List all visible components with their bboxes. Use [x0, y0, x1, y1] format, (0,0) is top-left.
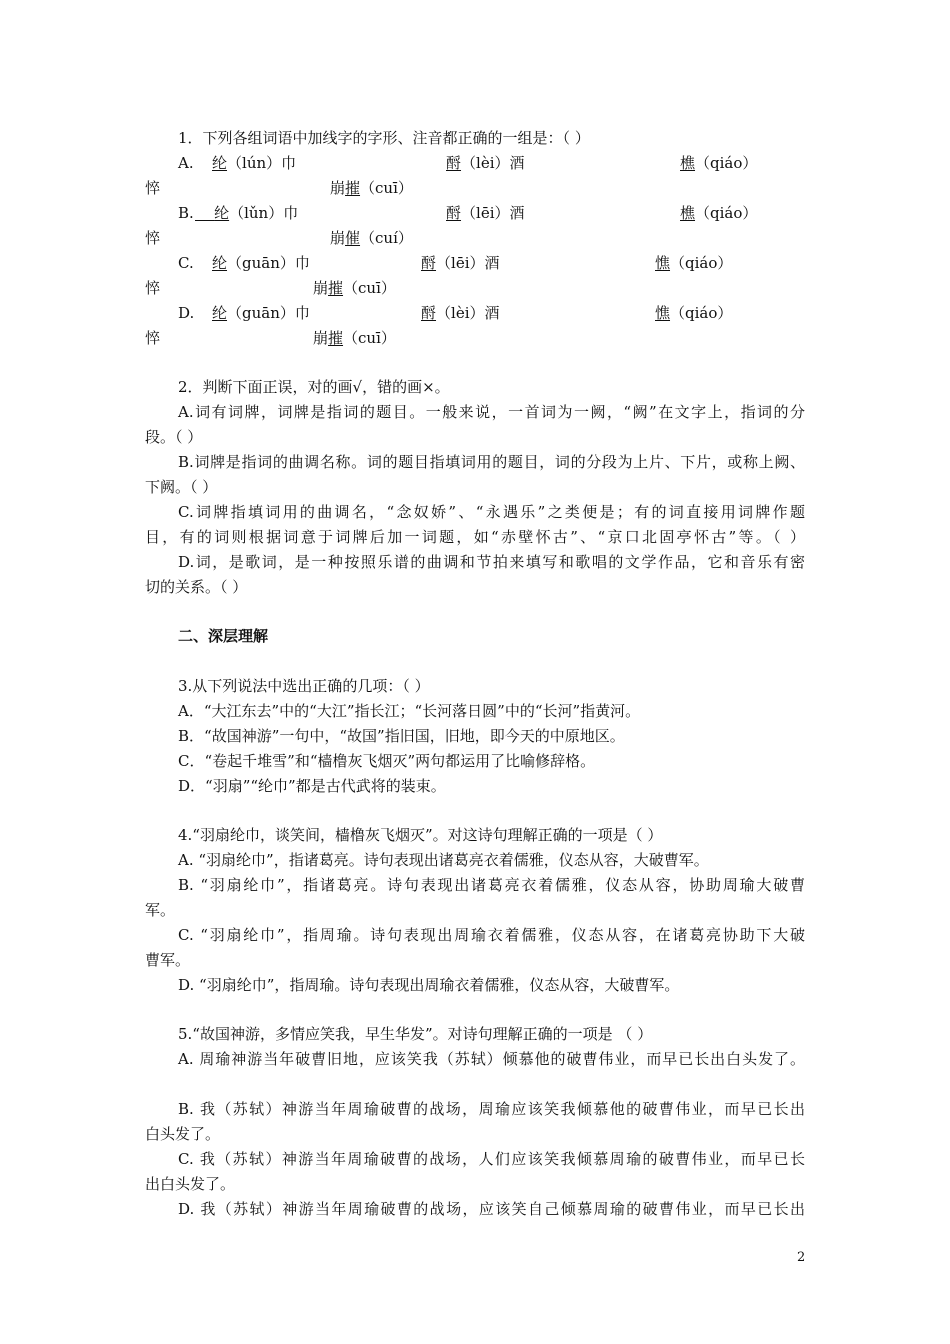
- q1-stem: 1．下列各组词语中加线字的字形、注音都正确的一组是：（ ）: [178, 129, 590, 147]
- q3-stem: 3.从下列说法中选出正确的几项：（ ）: [178, 677, 430, 695]
- q5-option-c-line2: 出白头发了。: [145, 1175, 236, 1193]
- q1-c-w3-underlined: 憔: [655, 254, 671, 272]
- q1-a-w1-rest: （lún）巾: [227, 154, 297, 172]
- q2-b-line2: 下阙。（ ）: [145, 478, 218, 496]
- q4-stem: 4.“羽扇纶巾，谈笑间，樯橹灰飞烟灭”。对这诗句理解正确的一项是（ ）: [178, 826, 663, 844]
- q1-b-w2-underlined: 酹: [446, 204, 462, 222]
- section-heading: 二、深层理解: [178, 627, 269, 645]
- q4-option-b-line2: 军。: [145, 901, 176, 919]
- q2-a-line2: 段。（ ）: [145, 428, 203, 446]
- q1-d-w2-underlined: 酹: [421, 304, 437, 322]
- q1-option-b-letter: B.: [178, 204, 194, 222]
- q1-a-w3-underlined: 樵: [680, 154, 696, 172]
- q1-option-a-word3-cont: 悴: [145, 179, 161, 197]
- q1-option-a-word3: [680, 153, 757, 173]
- q1-option-c-word1: [212, 253, 310, 273]
- q1-b-w4-underlined: 催: [345, 229, 361, 247]
- q1-c-w4-pre: 崩: [313, 279, 329, 297]
- q1-a-w4-rest: （cuī）: [360, 179, 413, 197]
- q1-option-c-letter: C.: [178, 254, 194, 272]
- q3-option-b: B．“故国神游”一句中，“故国”指旧国，旧地，即今天的中原地区。: [178, 727, 625, 745]
- q1-option-d-word2: [421, 303, 500, 323]
- q1-option-d-word3-cont: 悴: [145, 329, 161, 347]
- q1-d-w4-pre: 崩: [313, 329, 329, 347]
- q1-c-w2-rest: （lēi）酒: [436, 254, 500, 272]
- q1-option-a-word4: [330, 178, 413, 198]
- q5-option-d-line1: D. 我（苏轼）神游当年周瑜破曹的战场，应该笑自己倾慕周瑜的破曹伟业，而早已长出: [178, 1200, 805, 1218]
- q5-option-b-line1: B. 我（苏轼）神游当年周瑜破曹的战场，周瑜应该笑我倾慕他的破曹伟业，而早已长出: [178, 1100, 805, 1118]
- q4-option-a: A. “羽扇纶巾”，指诸葛亮。诗句表现出诸葛亮衣着儒雅，仪态从容，大破曹军。: [178, 851, 709, 869]
- q1-b-w3-underlined: 樵: [680, 204, 696, 222]
- q4-option-c-line2: 曹军。: [145, 951, 191, 969]
- q1-b-w1-underlined: [195, 204, 229, 222]
- q1-option-c-word4: [313, 278, 396, 298]
- q1-d-w1-underlined: 纶: [212, 304, 228, 322]
- q1-option-b-word2: [446, 203, 525, 223]
- q1-d-w3-rest: （qiáo）: [670, 304, 733, 322]
- q4-option-d: D. “羽扇纶巾”，指周瑜。诗句表现出周瑜衣着儒雅，仪态从容，大破曹军。: [178, 976, 680, 994]
- q1-c-w3-rest: （qiáo）: [670, 254, 733, 272]
- q1-option-d-word3: [655, 303, 732, 323]
- q1-d-w1-rest: （guān）巾: [227, 304, 310, 322]
- q1-option-d-word1: [212, 303, 310, 323]
- q1-a-w3-rest: （qiáo）: [695, 154, 758, 172]
- q1-option-b-word3-cont: 悴: [145, 229, 161, 247]
- q1-c-w4-underlined: 摧: [328, 279, 344, 297]
- q2-d-line1: D.词，是歌词，是一种按照乐谱的曲调和节拍来填写和歌唱的文学作品，它和音乐有密: [178, 553, 805, 571]
- q4-option-c-line1: C. “羽扇纶巾”，指周瑜。诗句表现出周瑜衣着儒雅，仪态从容，在诸葛亮协助下大破: [178, 926, 805, 944]
- q2-c-line1: C.词牌指填词用的曲调名，“念奴娇”、“永遇乐”之类便是；有的词直接用词牌作题: [178, 503, 805, 521]
- q1-option-a-word2: [446, 153, 525, 173]
- q2-a-line1: A.词有词牌，词牌是指词的题目。一般来说，一首词为一阙，“阙”在文字上，指词的分: [178, 403, 805, 421]
- q1-b-w3-rest: （qiáo）: [695, 204, 758, 222]
- q1-c-w1-underlined: 纶: [212, 254, 228, 272]
- q1-c-w1-rest: （guān）巾: [227, 254, 310, 272]
- q1-a-w1-underlined: 纶: [212, 154, 228, 172]
- q1-option-d-letter: D.: [178, 304, 195, 322]
- q1-d-w4-rest: （cuī）: [343, 329, 396, 347]
- q1-option-c-word2: [421, 253, 500, 273]
- q1-d-w3-underlined: 憔: [655, 304, 671, 322]
- q1-option-b-word4: [330, 228, 413, 248]
- q1-option-b-word1: [195, 203, 298, 223]
- q3-option-d: D．“羽扇”“纶巾”都是古代武将的装束。: [178, 777, 446, 795]
- q1-c-w2-underlined: 酹: [421, 254, 437, 272]
- q1-c-w4-rest: （cuī）: [343, 279, 396, 297]
- q1-a-w4-underlined: 摧: [345, 179, 361, 197]
- q1-option-d-word4: [313, 328, 396, 348]
- q3-option-c: C．“卷起千堆雪”和“樯橹灰飞烟灭”两句都运用了比喻修辞格。: [178, 752, 596, 770]
- q1-d-w4-underlined: 摧: [328, 329, 344, 347]
- q5-stem: 5.“故国神游，多情应笑我，早生华发”。对诗句理解正确的一项是 （ ）: [178, 1025, 653, 1043]
- page-number: 2: [797, 1250, 806, 1265]
- q1-option-a-letter: A.: [178, 154, 194, 172]
- q5-option-a: A. 周瑜神游当年破曹旧地，应该笑我（苏轼）倾慕他的破曹伟业，而早已长出白头发了。: [178, 1050, 805, 1068]
- q5-option-b-line2: 白头发了。: [145, 1125, 221, 1143]
- q1-option-a-word1: [212, 153, 296, 173]
- q1-b-w2-rest: （lēi）酒: [461, 204, 525, 222]
- q4-option-b-line1: B. “羽扇纶巾”，指诸葛亮。诗句表现出诸葛亮衣着儒雅，仪态从容，协助周瑜大破曹: [178, 876, 805, 894]
- q5-option-c-line1: C. 我（苏轼）神游当年周瑜破曹的战场，人们应该笑我倾慕周瑜的破曹伟业，而早已长: [178, 1150, 805, 1168]
- q1-option-c-word3: [655, 253, 732, 273]
- q1-b-w1-rest: （lǔn）巾: [229, 204, 299, 222]
- q1-d-w2-rest: （lèi）酒: [436, 304, 500, 322]
- q1-a-w4-pre: 崩: [330, 179, 346, 197]
- q2-b-line1: B.词牌是指词的曲调名称。词的题目指填词用的题目，词的分段为上片、下片，或称上阙、: [178, 453, 805, 471]
- q2-c-line2: 目，有的词则根据词意于词牌后加一词题，如“赤壁怀古”、“京口北固亭怀古”等。（ ）: [145, 528, 805, 546]
- q1-b-w4-rest: （cuí）: [360, 229, 413, 247]
- q1-b-w1-char: 纶: [214, 204, 230, 222]
- q1-option-c-word3-cont: 悴: [145, 279, 161, 297]
- q3-option-a: A．“大江东去”中的“大江”指长江；“长河落日圆”中的“长河”指黄河。: [178, 702, 641, 720]
- q1-b-w4-pre: 崩: [330, 229, 346, 247]
- q1-option-b-word3: [680, 203, 757, 223]
- q2-d-line2: 切的关系。（ ）: [145, 578, 248, 596]
- q1-a-w2-rest: （lèi）酒: [461, 154, 525, 172]
- q1-a-w2-underlined: 酹: [446, 154, 462, 172]
- q2-stem: 2．判断下面正误，对的画√，错的画×。: [178, 378, 450, 396]
